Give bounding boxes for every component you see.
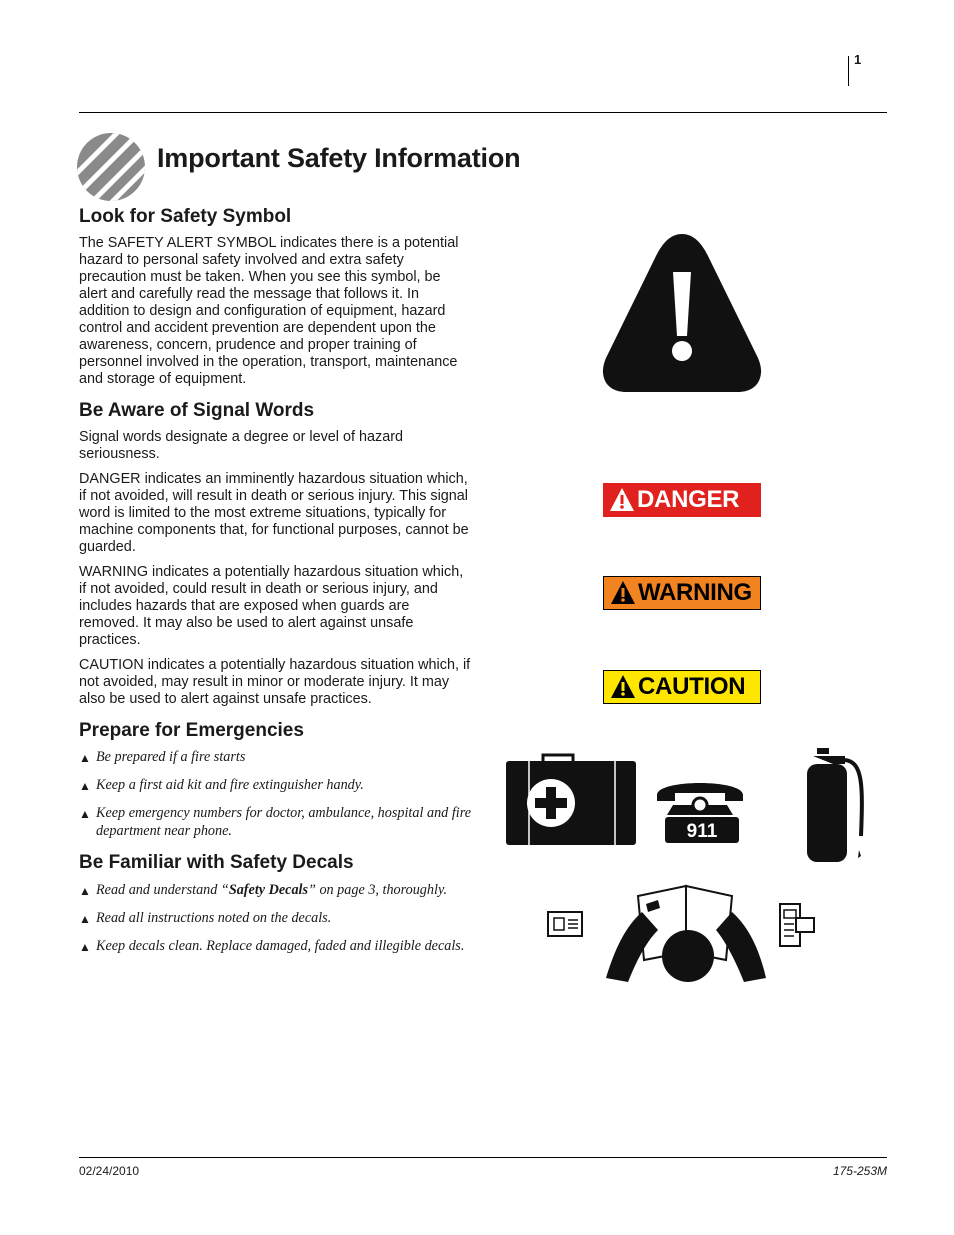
header-divider (848, 56, 849, 86)
triangle-bullet-icon: ▲ (79, 779, 91, 794)
decals-list (79, 881, 471, 955)
phone-number: 911 (686, 821, 718, 842)
first-aid-kit-icon (503, 753, 639, 847)
reading-person-icon (546, 882, 816, 986)
emergency-list (79, 748, 471, 840)
telephone-icon (655, 775, 745, 845)
triangle-bullet-icon: ▲ (79, 807, 91, 822)
fire-extinguisher-icon (803, 746, 867, 864)
list-item: ▲ Keep emergency numbers for doctor, ambulance, hospital and fire department near phone. (79, 805, 471, 840)
warning-triangle-icon (610, 580, 636, 606)
list-item: ▲ Read all instructions noted on the decals. (79, 910, 332, 927)
caution-label: CAUTION (603, 670, 761, 704)
content-column (79, 206, 471, 965)
list-item: ▲ Read and understand “Safety Decals” on page 3, thoroughly. (79, 882, 448, 899)
warning-triangle-icon (609, 487, 635, 513)
page-number: 1 (854, 52, 862, 67)
triangle-bullet-icon: ▲ (79, 912, 91, 927)
section-heading: Look for Safety Symbol (79, 206, 292, 227)
list-item: ▲ Be prepared if a fire starts (79, 749, 246, 766)
footer-date: 02/24/2010 (79, 1164, 140, 1178)
header-rule (79, 112, 887, 113)
section-heading: Prepare for Emergencies (79, 719, 304, 741)
warning-triangle-icon (610, 674, 636, 700)
section-heading: Be Familiar with Safety Decals (79, 852, 354, 874)
triangle-bullet-icon: ▲ (79, 751, 91, 766)
section-heading: Be Aware of Signal Words (79, 399, 315, 421)
safety-alert-icon (598, 230, 766, 396)
paragraph: CAUTION indicates a potentially hazardous situation which, if not avoided, may result in minor or moderate injury. It may also be used to alert against unsafe practices. (79, 656, 471, 707)
footer-doc-number: 175-253M (832, 1164, 887, 1178)
page-title: Important Safety Information (157, 143, 521, 173)
paragraph: The SAFETY ALERT SYMBOL indicates there is a potential hazard to personal safety involved and extra safety precaution must be taken. When you see this symbol, be alert and carefully read the message that follows it. In addition to design and configuration of equipment, hazard control and accident prevention are dependent upon the awareness, concern, prudence and proper training of personnel involved in the operation, transport, maintenance and storage of equipment. (79, 234, 459, 387)
paragraph: Signal words designate a degree or level of hazard seriousness. (79, 428, 403, 462)
footer-rule (79, 1157, 887, 1158)
list-item: ▲ Keep decals clean. Replace damaged, faded and illegible decals. (79, 938, 465, 955)
triangle-bullet-icon: ▲ (79, 884, 91, 899)
paragraph: WARNING indicates a potentially hazardous situation which, if not avoided, could result in death or serious injury, and includes hazards that are exposed when guards are removed. It may also be used to alert against unsafe practices. (79, 563, 464, 648)
brand-logo-icon (76, 132, 146, 202)
paragraph: DANGER indicates an imminently hazardous situation which, if not avoided, will result in death or serious injury. This signal word is limited to the most extreme situations, typically for machine components that, for functional purposes, cannot be guarded. (79, 470, 469, 555)
safety-decals-link[interactable]: Safety Decals (228, 882, 309, 899)
warning-label: WARNING (603, 576, 761, 610)
danger-label: DANGER (603, 483, 761, 517)
triangle-bullet-icon: ▲ (79, 940, 91, 955)
list-item: ▲ Keep a first aid kit and fire extinguisher handy. (79, 777, 364, 794)
